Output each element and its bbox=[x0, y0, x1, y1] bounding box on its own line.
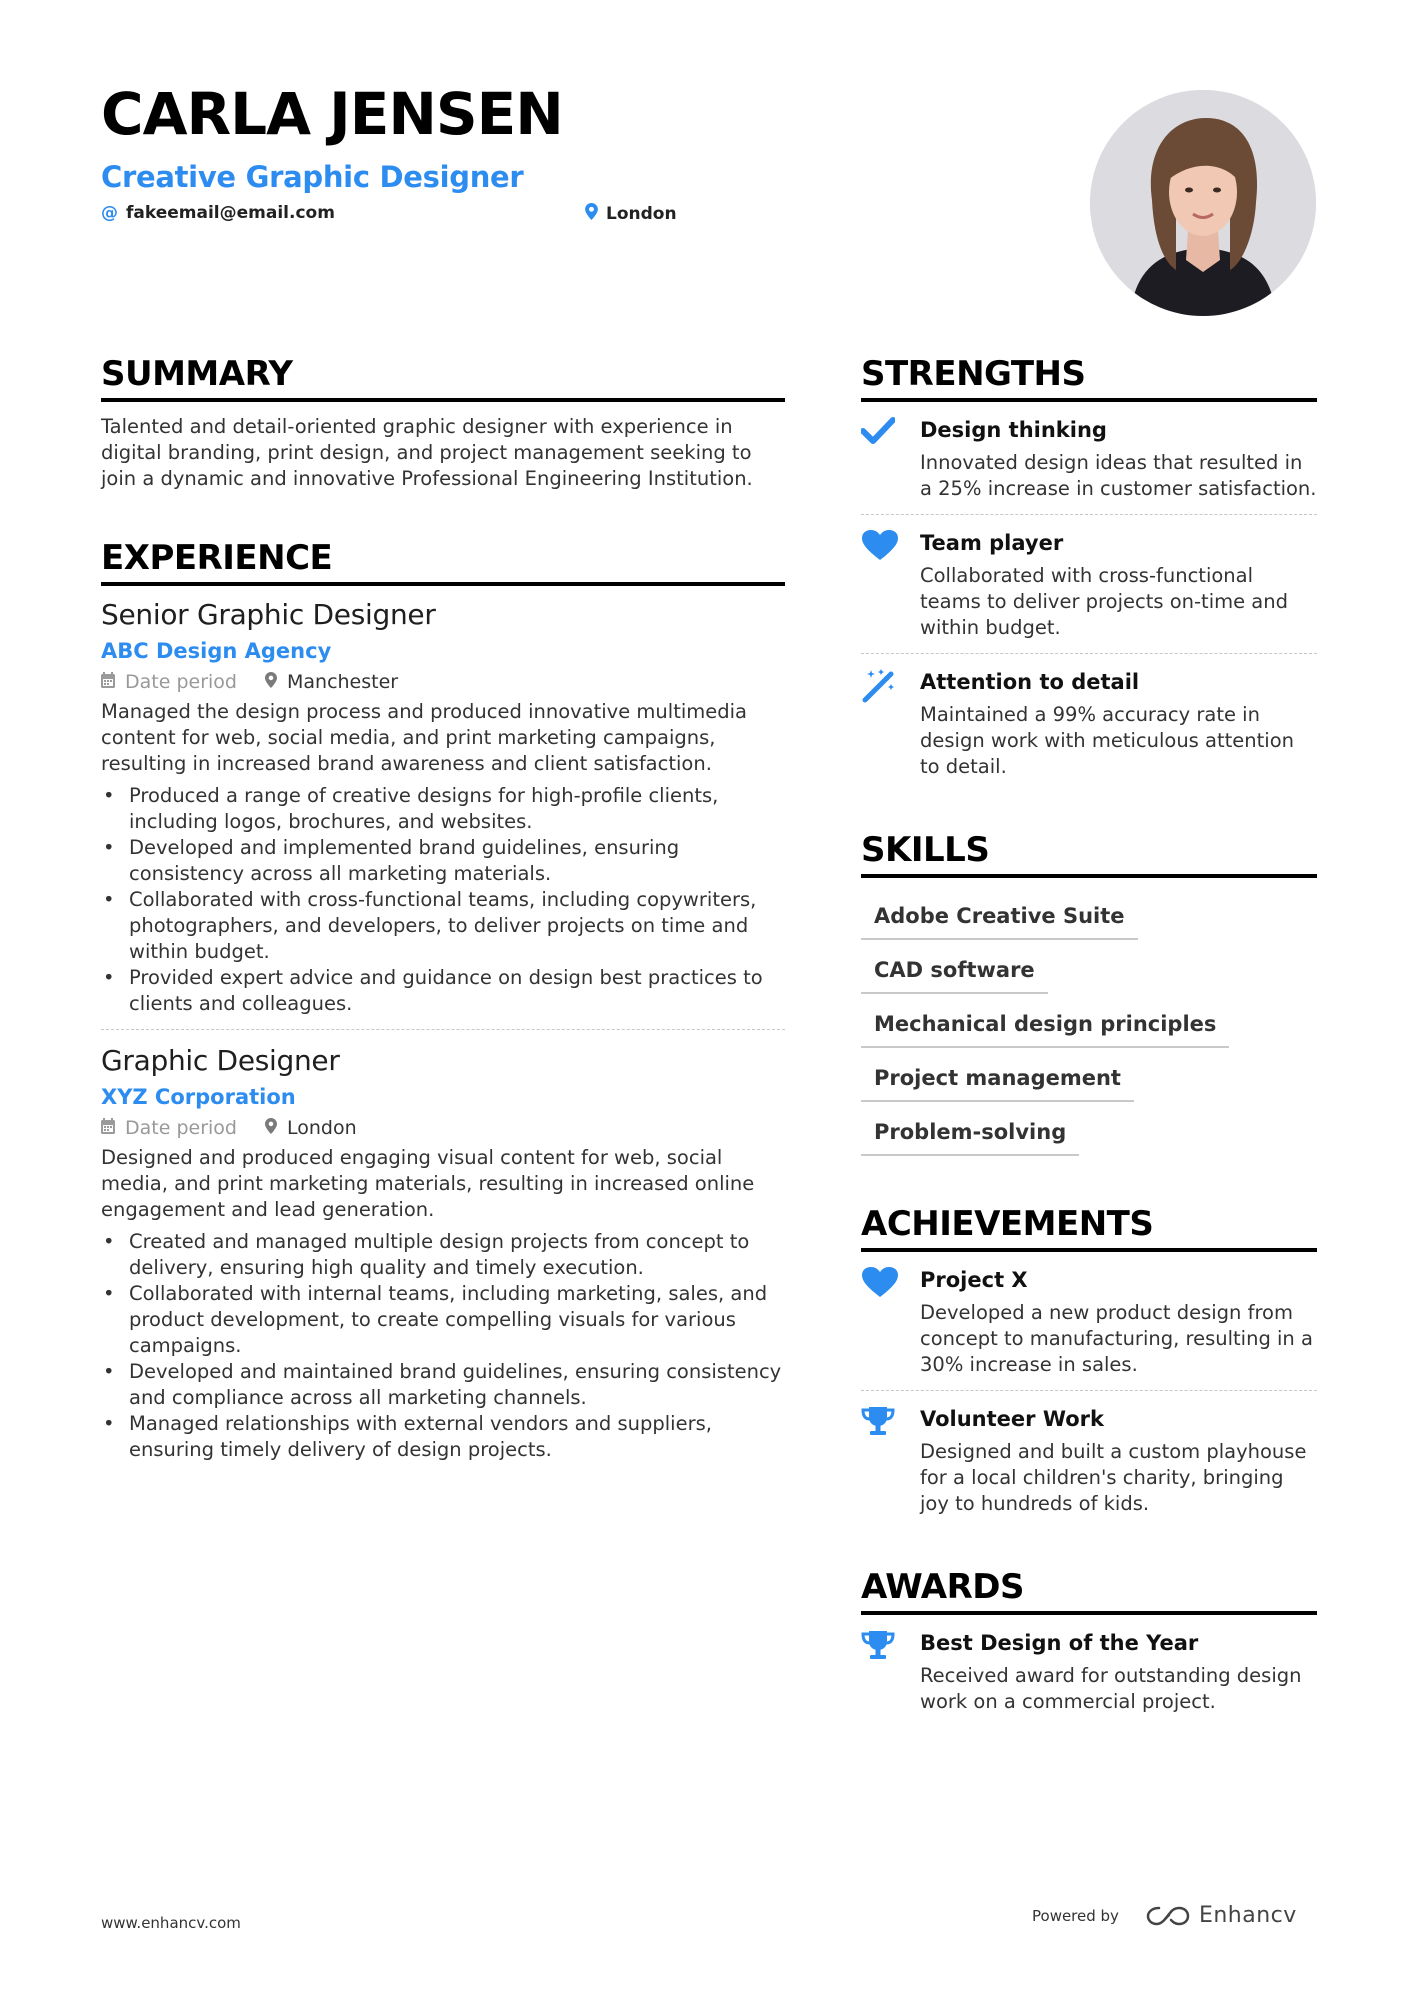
skill-tag: CAD software bbox=[861, 948, 1048, 994]
strength-title: Attention to detail bbox=[920, 670, 1140, 694]
strength-item bbox=[861, 515, 1317, 653]
contact-location bbox=[585, 203, 677, 225]
job-bullet: • Created and managed multiple design projects from concept to delivery, ensuring high quality and timely execution. bbox=[101, 1229, 785, 1281]
job-date bbox=[101, 1117, 237, 1139]
achievement-desc: Developed a new product design from concept to manufacturing, resulting in a 30% increase in sales. bbox=[920, 1301, 1313, 1376]
job-role: Graphic Designer bbox=[101, 1044, 340, 1077]
location-pin-icon bbox=[265, 1118, 277, 1139]
job-meta bbox=[101, 671, 785, 693]
award-item bbox=[861, 1615, 1317, 1727]
date-text: Date period bbox=[125, 1117, 237, 1139]
heart-icon bbox=[861, 529, 920, 641]
job-bullets bbox=[101, 783, 785, 1017]
enhancv-logo[interactable] bbox=[1145, 1903, 1297, 1928]
calendar-icon bbox=[101, 672, 115, 693]
achievements-heading: ACHIEVEMENTS bbox=[861, 1204, 1317, 1252]
job-bullet: • Developed and implemented brand guidelines, ensuring consistency across all marketing materials. bbox=[101, 835, 785, 887]
job-location bbox=[265, 1117, 357, 1139]
strength-desc: Collaborated with cross-functional teams to deliver projects on-time and within budget. bbox=[920, 564, 1288, 639]
job-description: Managed the design process and produced innovative multimedia content for web, social media, and print marketing campaigns, resulting in increased brand awareness and client satisfaction. bbox=[101, 700, 747, 775]
job-bullet: • Provided expert advice and guidance on design best practices to clients and colleagues. bbox=[101, 965, 785, 1017]
job-description: Designed and produced engaging visual content for web, social media, and print marketing materials, resulting in increased online engagement and lead generation. bbox=[101, 1146, 755, 1221]
check-icon bbox=[861, 416, 920, 502]
experience-entry bbox=[101, 1044, 785, 1463]
award-title: Best Design of the Year bbox=[920, 1631, 1199, 1655]
awards-heading: AWARDS bbox=[861, 1567, 1317, 1615]
location-text: London bbox=[606, 204, 677, 224]
left-column bbox=[101, 354, 785, 1463]
strength-desc: Maintained a 99% accuracy rate in design work with meticulous attention to detail. bbox=[920, 703, 1294, 778]
strength-item bbox=[861, 654, 1317, 792]
location-text: London bbox=[286, 1117, 357, 1139]
candidate-name: CARLA JENSEN bbox=[101, 80, 563, 148]
job-date bbox=[101, 671, 237, 693]
calendar-icon bbox=[101, 1118, 115, 1139]
date-text: Date period bbox=[125, 671, 237, 693]
job-bullet: • Collaborated with internal teams, including marketing, sales, and product development, to create compelling visuals for various campaigns. bbox=[101, 1281, 785, 1359]
contact-email[interactable] bbox=[101, 203, 335, 223]
location-pin-icon bbox=[585, 203, 598, 225]
achievement-title: Project X bbox=[920, 1268, 1028, 1292]
portrait-image bbox=[1090, 90, 1316, 316]
magic-wand-icon bbox=[861, 668, 920, 780]
job-meta bbox=[101, 1117, 785, 1139]
job-bullets bbox=[101, 1229, 785, 1463]
strength-title: Team player bbox=[920, 531, 1064, 555]
skill-tag: Mechanical design principles bbox=[861, 1002, 1229, 1048]
award-desc: Received award for outstanding design work on a commercial project. bbox=[920, 1664, 1302, 1713]
strength-item bbox=[861, 402, 1317, 514]
skill-tag: Adobe Creative Suite bbox=[861, 894, 1138, 940]
candidate-title: Creative Graphic Designer bbox=[101, 160, 524, 194]
heart-icon bbox=[861, 1266, 920, 1378]
job-bullet: • Collaborated with cross-functional teams, including copywriters, photographers, and developers, to deliver projects on time and within budget. bbox=[101, 887, 785, 965]
location-pin-icon bbox=[265, 672, 277, 693]
trophy-icon bbox=[861, 1405, 920, 1517]
footer-website[interactable]: www.enhancv.com bbox=[101, 1914, 241, 1932]
job-company: ABC Design Agency bbox=[101, 639, 332, 663]
summary-text: Talented and detail-oriented graphic designer with experience in digital branding, print design, and project management seeking to join a dynamic and innovative Professional Engineering Institution. bbox=[101, 415, 753, 490]
achievement-desc: Designed and built a custom playhouse for a local children's charity, bringing joy to hundreds of kids. bbox=[920, 1440, 1307, 1515]
job-bullet: • Produced a range of creative designs for high-profile clients, including logos, brochures, and websites. bbox=[101, 783, 785, 835]
summary-heading: SUMMARY bbox=[101, 354, 785, 402]
strength-title: Design thinking bbox=[920, 418, 1107, 442]
right-column bbox=[861, 354, 1317, 1727]
job-company: XYZ Corporation bbox=[101, 1085, 296, 1109]
profile-photo bbox=[1090, 90, 1316, 316]
email-text: fakeemail@email.com bbox=[126, 203, 335, 223]
powered-by-label: Powered by bbox=[1032, 1906, 1119, 1925]
skills-heading: SKILLS bbox=[861, 830, 1317, 878]
brand-name: Enhancv bbox=[1198, 1903, 1297, 1928]
experience-heading: EXPERIENCE bbox=[101, 538, 785, 586]
experience-entry bbox=[101, 598, 785, 1017]
achievement-item bbox=[861, 1391, 1317, 1529]
achievement-title: Volunteer Work bbox=[920, 1407, 1104, 1431]
at-icon: @ bbox=[101, 203, 118, 223]
strengths-heading: STRENGTHS bbox=[861, 354, 1317, 402]
skills-list bbox=[861, 886, 1317, 1156]
enhancv-logo-icon bbox=[1145, 1904, 1191, 1928]
divider bbox=[101, 1029, 785, 1030]
trophy-icon bbox=[861, 1629, 920, 1715]
location-text: Manchester bbox=[286, 671, 399, 693]
strength-desc: Innovated design ideas that resulted in a 25% increase in customer satisfaction. bbox=[920, 451, 1317, 500]
achievement-item bbox=[861, 1252, 1317, 1390]
footer-branding bbox=[1032, 1903, 1297, 1928]
job-location bbox=[265, 671, 398, 693]
skill-tag: Problem-solving bbox=[861, 1110, 1079, 1156]
job-bullet: • Managed relationships with external vendors and suppliers, ensuring timely delivery of design projects. bbox=[101, 1411, 785, 1463]
skill-tag: Project management bbox=[861, 1056, 1134, 1102]
job-bullet: • Developed and maintained brand guidelines, ensuring consistency and compliance across all marketing channels. bbox=[101, 1359, 785, 1411]
job-role: Senior Graphic Designer bbox=[101, 598, 436, 631]
